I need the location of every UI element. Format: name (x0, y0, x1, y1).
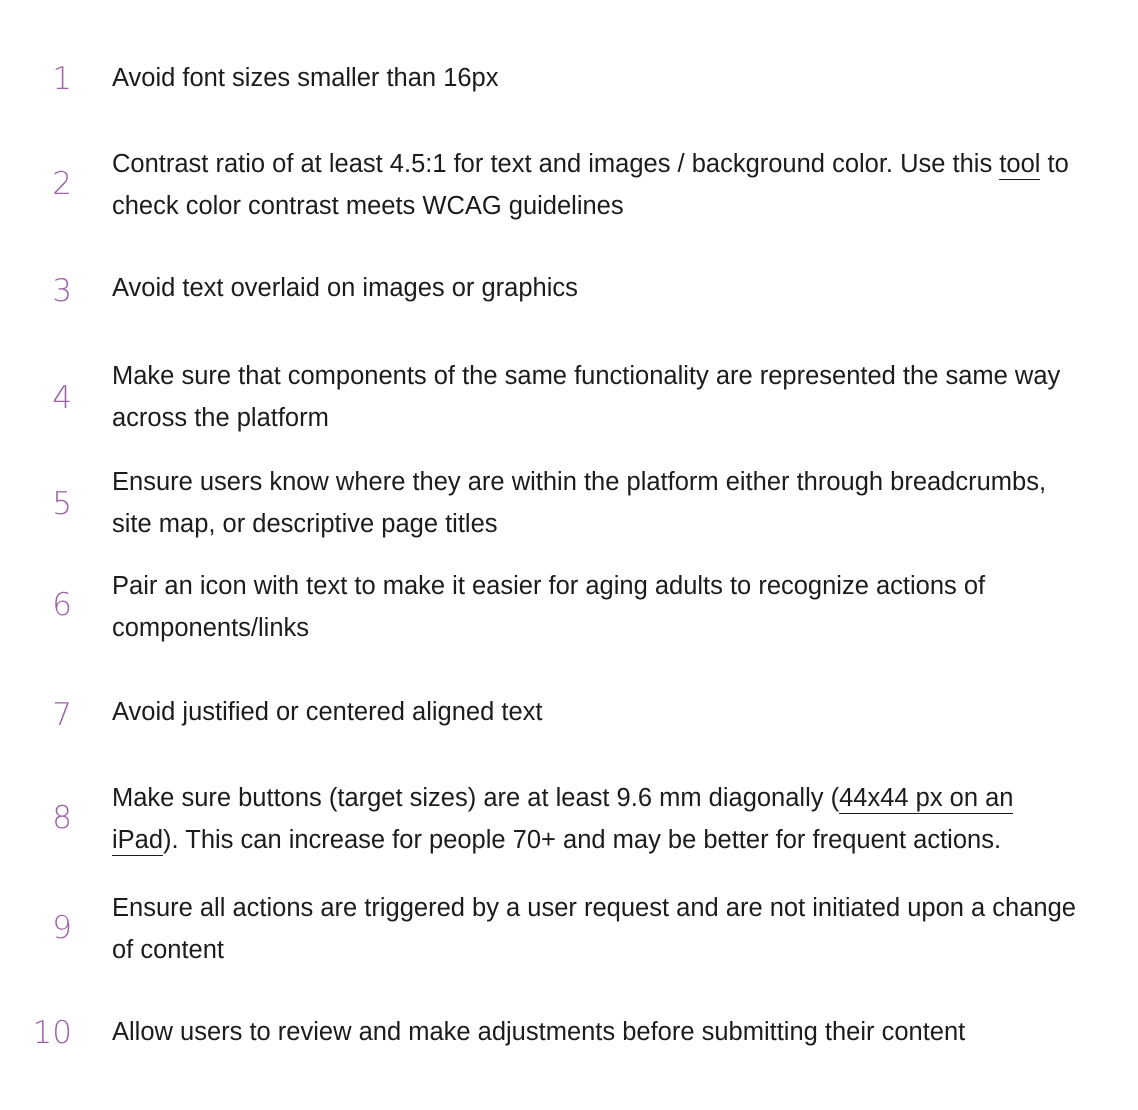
item-text (112, 1011, 1087, 1053)
item-text-after: to check color contrast meets WCAG guidelines (112, 150, 1069, 220)
item-text (112, 355, 1087, 439)
item-text-content: Avoid text overlaid on images or graphics (112, 274, 578, 302)
item-text (112, 565, 1087, 649)
item-text-before: Make sure buttons (target sizes) are at least 9.6 mm diagonally ( (112, 784, 840, 812)
item-text-content: Allow users to review and make adjustments before submitting their content (112, 1018, 966, 1046)
item-number: 8 (52, 800, 72, 836)
contrast-tool-link[interactable]: tool (999, 150, 1041, 178)
item-text (112, 57, 1087, 99)
item-text (112, 887, 1087, 971)
item-number: 6 (52, 587, 72, 623)
item-text-content: Ensure users know where they are within the platform either through breadcrumbs, site map, or descriptive page titles (112, 468, 1047, 538)
item-text-content: Pair an icon with text to make it easier for aging adults to recognize actions of components/links (112, 572, 986, 642)
item-text (112, 267, 1087, 309)
item-number: 3 (52, 273, 72, 309)
item-number: 10 (32, 1015, 72, 1051)
item-number: 2 (52, 166, 72, 202)
item-text-content: Avoid font sizes smaller than 16px (112, 64, 499, 92)
item-text (112, 691, 1087, 733)
item-text-content: Make sure that components of the same functionality are represented the same way across the platform (112, 362, 1061, 432)
item-text-content: Avoid justified or centered aligned text (112, 698, 543, 726)
item-number: 1 (52, 61, 72, 97)
item-text (112, 143, 1087, 227)
item-text-content: Ensure all actions are triggered by a user request and are not initiated upon a change of content (112, 894, 1076, 964)
item-number: 5 (52, 486, 72, 522)
item-text-after: ). This can increase for people 70+ and may be better for frequent actions. (163, 826, 1002, 854)
item-text-before: Contrast ratio of at least 4.5:1 for text and images / background color. Use this (112, 150, 1000, 178)
item-text (112, 777, 1087, 861)
item-number: 9 (52, 910, 72, 946)
item-number: 4 (52, 380, 72, 416)
item-number: 7 (52, 697, 72, 733)
ipad-target-size-link[interactable]: 44x44 px on an iPad (112, 784, 1014, 854)
item-text (112, 461, 1087, 545)
